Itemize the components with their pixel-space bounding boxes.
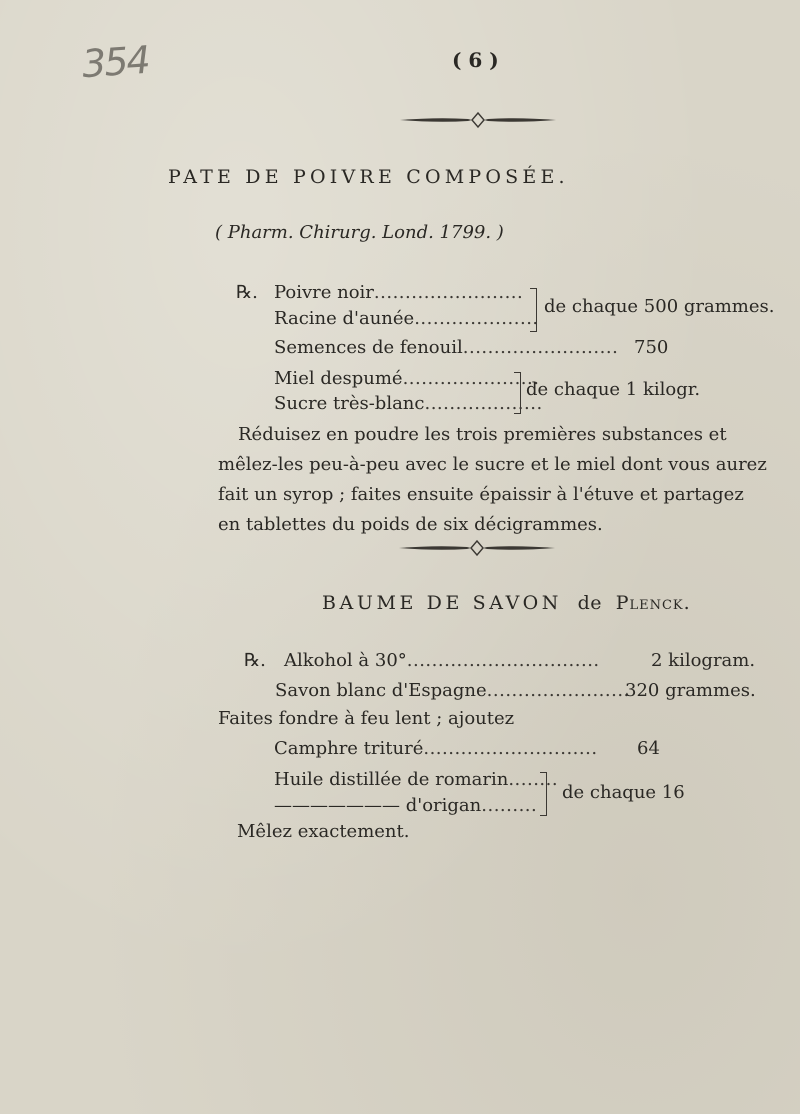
ingredient-alkohol	[284, 650, 600, 671]
mid-instruction: Faites fondre à feu lent ; ajoutez	[218, 708, 515, 729]
ingredient-name: Semences de fenouil	[274, 337, 463, 358]
ornamental-divider-icon	[397, 538, 557, 558]
group2-quantity: de chaque 1 kilogr.	[526, 379, 701, 400]
group1-quantity: de chaque 500 grammes.	[544, 296, 775, 317]
title-main: BAUME DE SAVON	[322, 592, 562, 614]
ingredient-huile-romarin	[274, 769, 558, 790]
ingredient-name: Camphre trituré	[274, 738, 424, 759]
ingredient-name: Alkohol à 30°	[284, 650, 407, 671]
ingredient-semences-fenouil	[274, 337, 618, 358]
recipe-symbol: ℞.	[236, 282, 258, 303]
leader-dots: .........................	[462, 337, 619, 358]
leader-dots: ....................	[414, 308, 539, 329]
page-number: ( 6 )	[452, 48, 499, 72]
author-name: Plenck.	[615, 592, 691, 614]
leader-dots: ........................	[373, 282, 524, 303]
recipe-title-pate-de-poivre: PATE DE POIVRE COMPOSÉE.	[168, 166, 569, 188]
ditto-dash: ———————	[274, 795, 400, 816]
leader-dots: ........	[508, 769, 559, 790]
ingredient-miel-despume	[274, 368, 539, 389]
quantity-savon: 320 grammes.	[625, 680, 756, 701]
leader-dots: .........	[481, 795, 538, 816]
ingredient-name: Miel despumé	[274, 368, 403, 389]
ingredient-name: Poivre noir	[274, 282, 374, 303]
quantity-camphre: 64	[637, 738, 660, 759]
ingredient-name: d'origan	[405, 795, 482, 816]
ingredient-racine-daunee	[274, 308, 539, 329]
recipe-title-baume-de-savon	[322, 592, 691, 614]
ingredient-poivre-noir	[274, 282, 523, 303]
quantity-fenouil: 750	[634, 337, 669, 358]
preparation-instructions: Réduisez en poudre les trois premières substances et mêlez-les peu-à-peu avec le sucre et le miel dont vous aurez fait un syrop ; faites ensuite épaissir à l'étuve et partagez en tablettes du poids de six décigrammes.	[218, 424, 767, 535]
leader-dots: ...................	[424, 393, 543, 414]
brace-icon	[540, 772, 547, 816]
title-connector: de	[577, 592, 603, 614]
handwritten-page-note: 354	[80, 37, 150, 87]
final-instruction: Mêlez exactement.	[237, 821, 410, 842]
leader-dots: ............................	[423, 738, 598, 759]
brace-icon	[514, 372, 521, 414]
brace-icon	[530, 288, 537, 332]
ingredient-camphre	[274, 738, 598, 759]
ingredient-name: Sucre très-blanc	[274, 393, 425, 414]
ingredient-name: Huile distillée de romarin	[274, 769, 509, 790]
pharmacopoeia-reference: ( Pharm. Chirurg. Lond. 1799. )	[215, 222, 504, 243]
ingredient-name: Racine d'aunée	[274, 308, 415, 329]
leader-dots: ......................	[402, 368, 540, 389]
ingredient-sucre-tres-blanc	[274, 393, 543, 414]
ingredient-savon-blanc	[275, 680, 630, 701]
ingredient-name: Savon blanc d'Espagne	[275, 680, 487, 701]
leader-dots: .......................	[486, 680, 630, 701]
recipe-symbol: ℞.	[244, 650, 266, 671]
quantity-alkohol: 2 kilogram.	[651, 650, 756, 671]
leader-dots: ...............................	[406, 650, 600, 671]
ornamental-divider-icon	[398, 110, 558, 130]
ingredient-huile-origan	[274, 795, 537, 816]
group-quantity-huiles: de chaque 16	[562, 782, 685, 803]
